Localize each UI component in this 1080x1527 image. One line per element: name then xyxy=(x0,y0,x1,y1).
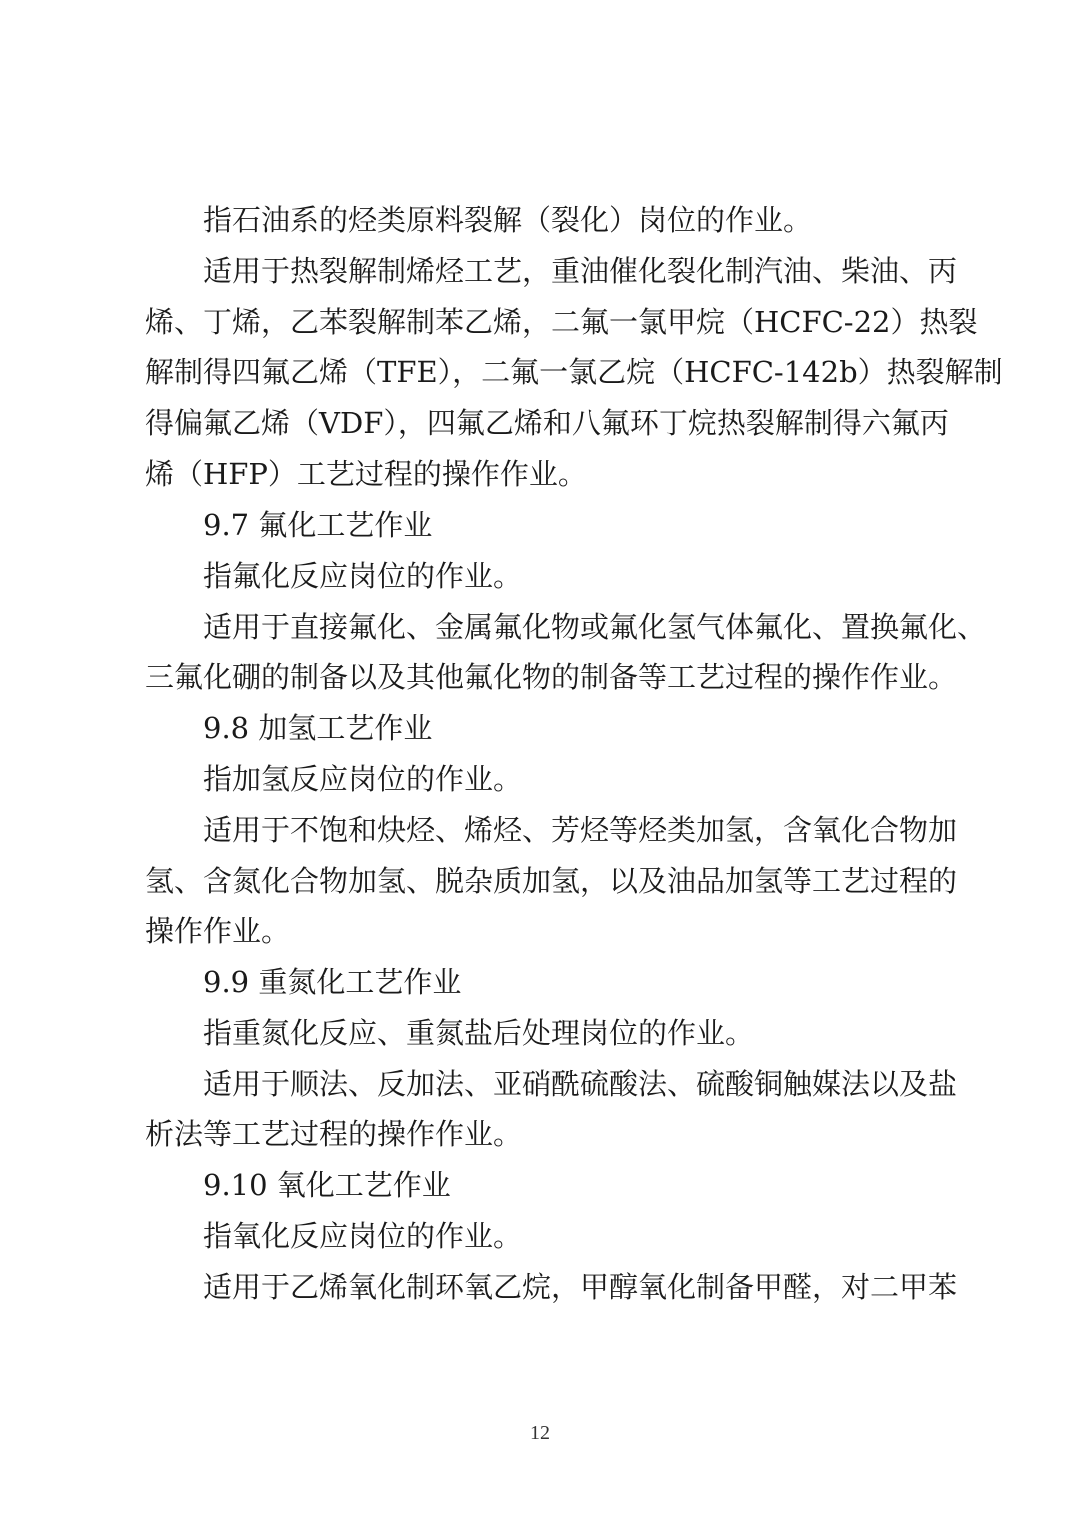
paragraph-text: 指氧化反应岗位的作业。 xyxy=(203,1219,523,1253)
paragraph-text: 指加氢反应岗位的作业。 xyxy=(203,762,523,796)
paragraph-text: 解制得四氟乙烯（TFE），二氟一氯乙烷（HCFC-142b）热裂解制 xyxy=(145,355,1003,389)
section-heading: 9.9 重氮化工艺作业 xyxy=(203,965,462,999)
paragraph-text: 适用于热裂解制烯烃工艺，重油催化裂化制汽油、柴油、丙 xyxy=(203,254,958,288)
section-heading: 9.7 氟化工艺作业 xyxy=(203,508,433,542)
page-number: 12 xyxy=(530,1422,550,1444)
paragraph-text: 析法等工艺过程的操作作业。 xyxy=(145,1117,523,1151)
section-heading: 9.8 加氢工艺作业 xyxy=(203,711,433,745)
paragraph-text: 适用于顺法、反加法、亚硝酰硫酸法、硫酸铜触媒法以及盐 xyxy=(203,1067,958,1101)
paragraph-text: 指重氮化反应、重氮盐后处理岗位的作业。 xyxy=(203,1016,755,1050)
section-heading: 9.10 氧化工艺作业 xyxy=(203,1168,451,1202)
paragraph-text: 烯（HFP）工艺过程的操作作业。 xyxy=(145,457,587,491)
paragraph-text: 操作作业。 xyxy=(145,914,291,948)
paragraph-text: 三氟化硼的制备以及其他氟化物的制备等工艺过程的操作作业。 xyxy=(145,660,958,694)
paragraph-text: 指石油系的烃类原料裂解（裂化）岗位的作业。 xyxy=(203,203,813,237)
paragraph-text: 得偏氟乙烯（VDF），四氟乙烯和八氟环丁烷热裂解制得六氟丙 xyxy=(145,406,949,440)
paragraph-text: 氢、含氮化合物加氢、脱杂质加氢，以及油品加氢等工艺过程的 xyxy=(145,864,958,898)
paragraph-text: 指氟化反应岗位的作业。 xyxy=(203,559,523,593)
paragraph-text: 适用于不饱和炔烃、烯烃、芳烃等烃类加氢，含氧化合物加 xyxy=(203,813,958,847)
paragraph-text: 适用于乙烯氧化制环氧乙烷，甲醇氧化制备甲醛，对二甲苯 xyxy=(203,1270,958,1304)
paragraph-text: 烯、丁烯，乙苯裂解制苯乙烯，二氟一氯甲烷（HCFC-22）热裂 xyxy=(145,305,978,339)
paragraph-text: 适用于直接氟化、金属氟化物或氟化氢气体氟化、置换氟化、 xyxy=(203,610,987,644)
